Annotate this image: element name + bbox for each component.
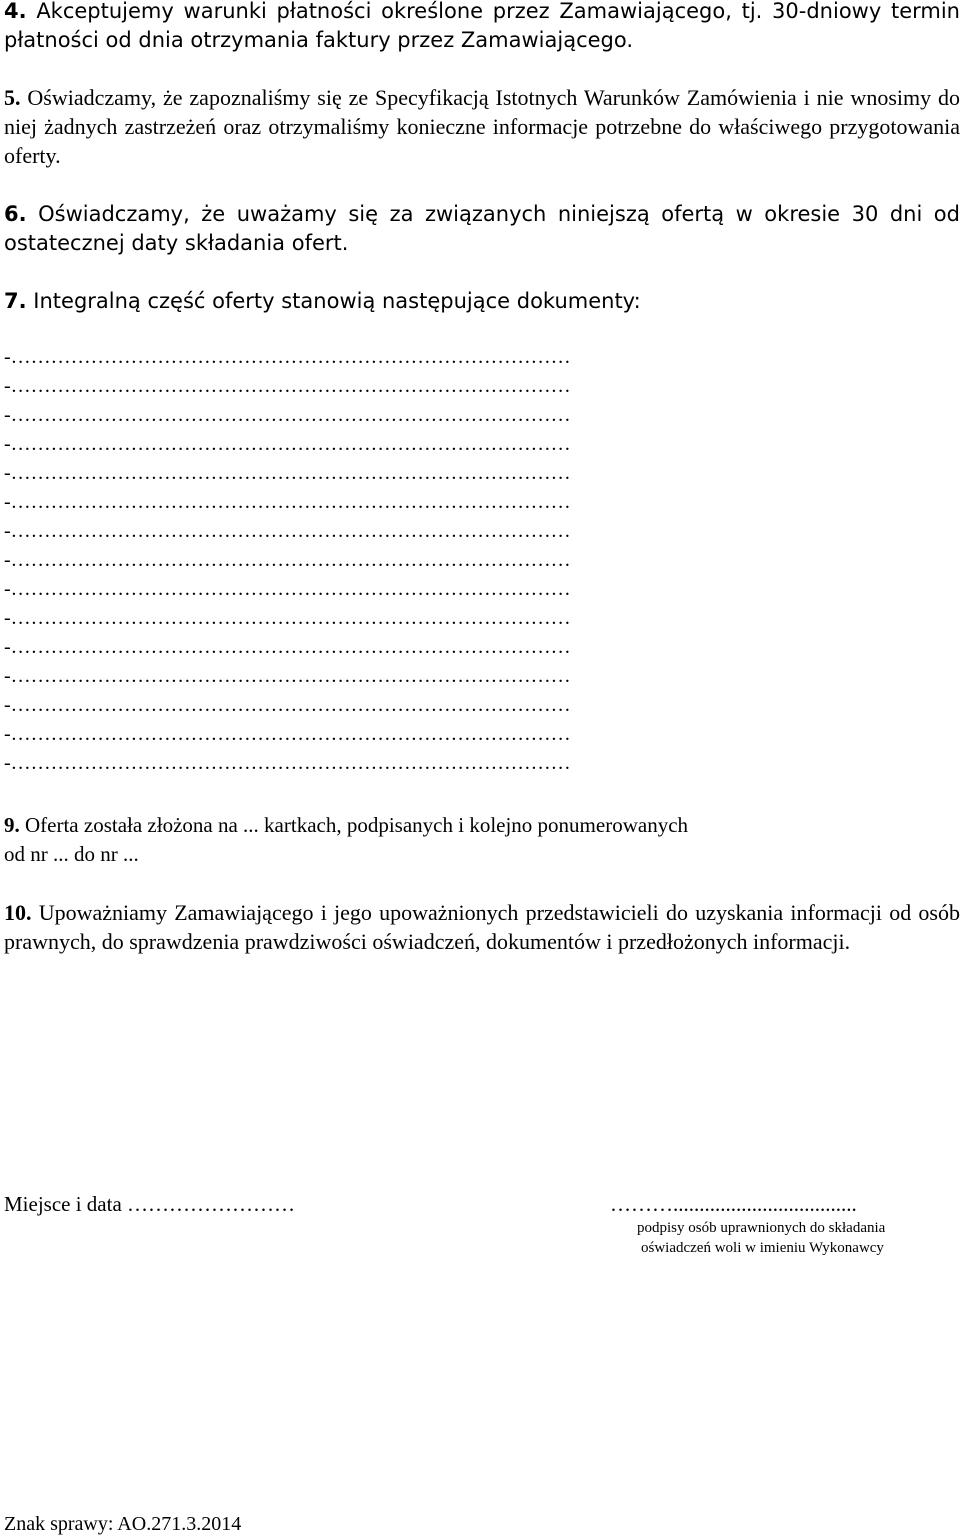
- item-5-number: 5.: [4, 85, 21, 110]
- item-6: [4, 200, 960, 258]
- item-10-text: Upoważniamy Zamawiającego i jego upoważnionych przedstawicieli do uzyskania informacji od osób prawnych, do sprawdzenia prawdziwości oświadczeń, dokumentów i przedłożonych informacji.: [4, 900, 960, 954]
- signature-dots: ………...................................: [610, 1192, 857, 1216]
- document-line: -…………………………………………………………………………: [4, 433, 571, 455]
- item-4: [4, 0, 960, 55]
- item-7-text: Integralną część oferty stanowią następujące dokumenty:: [33, 289, 641, 313]
- signature-caption-line2: oświadczeń woli w imieniu Wykonawcy: [641, 1240, 884, 1256]
- document-line: -…………………………………………………………………………: [4, 549, 571, 571]
- item-5-text: Oświadczamy, że zapoznaliśmy się ze Specyfikacją Istotnych Warunków Zamówienia i nie wnosimy do niej żadnych zastrzeżeń oraz otrzymaliśmy konieczne informacje potrzebne do właściwego przygotowania oferty.: [4, 85, 960, 168]
- document-line: -…………………………………………………………………………: [4, 694, 571, 716]
- document-line: -…………………………………………………………………………: [4, 375, 571, 397]
- document-line: -…………………………………………………………………………: [4, 578, 571, 600]
- place-date-dots: ……………………: [127, 1192, 296, 1216]
- document-line: -…………………………………………………………………………: [4, 636, 571, 658]
- place-date-label: Miejsce i data: [4, 1192, 122, 1216]
- document-line: -…………………………………………………………………………: [4, 520, 571, 542]
- item-4-number: 4.: [4, 0, 27, 23]
- item-9-line2: od nr ... do nr ...: [4, 842, 139, 866]
- signature-caption-line1: podpisy osób uprawnionych do składania: [637, 1220, 886, 1236]
- item-5: [4, 83, 960, 170]
- item-9-text: Oferta została złożona na ... kartkach, podpisanych i kolejno ponumerowanych: [25, 813, 689, 837]
- document-line: -…………………………………………………………………………: [4, 607, 571, 629]
- place-date: [4, 1190, 295, 1219]
- item-7: [4, 287, 960, 316]
- document-line: -…………………………………………………………………………: [4, 491, 571, 513]
- item-6-text: Oświadczamy, że uważamy się za związanych niniejszą ofertą w okresie 30 dni od ostatecznej daty składania ofert.: [4, 202, 960, 255]
- document-line: -…………………………………………………………………………: [4, 665, 571, 687]
- item-9-number: 9.: [4, 813, 20, 837]
- item-6-number: 6.: [4, 202, 27, 226]
- item-7-number: 7.: [4, 289, 27, 313]
- case-number: Znak sprawy: AO.271.3.2014: [4, 1513, 242, 1535]
- document-line: -…………………………………………………………………………: [4, 723, 571, 745]
- item-10-number: 10.: [4, 900, 32, 925]
- document-line: -…………………………………………………………………………: [4, 404, 571, 426]
- item-4-text: Akceptujemy warunki płatności określone przez Zamawiającego, tj. 30-dniowy termin płatności od dnia otrzymania faktury przez Zamawiającego.: [4, 0, 960, 52]
- document-line: -…………………………………………………………………………: [4, 462, 571, 484]
- document-line: -…………………………………………………………………………: [4, 752, 571, 774]
- document-line: -…………………………………………………………………………: [4, 346, 571, 368]
- item-9: [4, 811, 688, 869]
- item-9-line1: [4, 811, 688, 840]
- item-10: [4, 898, 960, 956]
